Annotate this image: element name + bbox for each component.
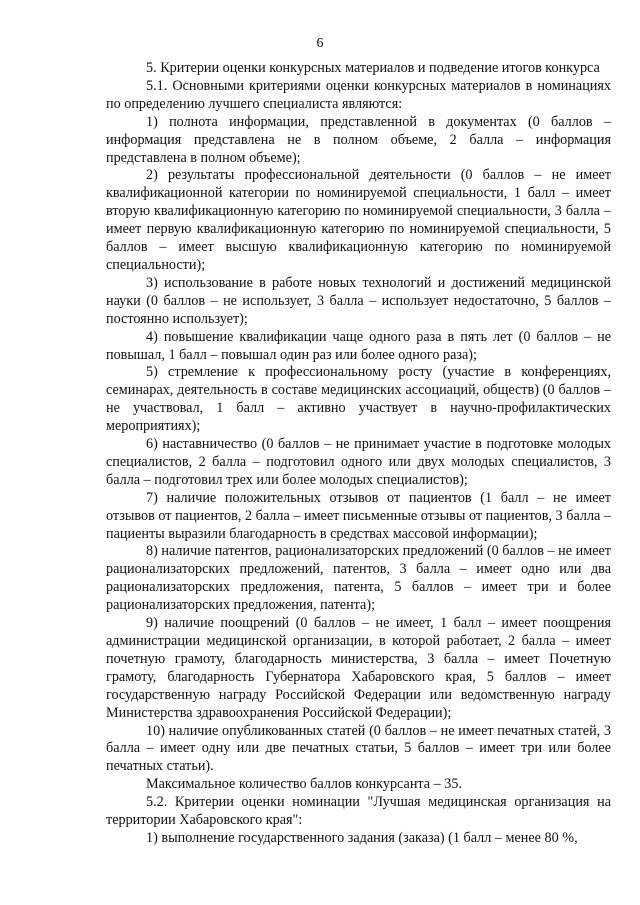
paragraph: 1) выполнение государственного задания (заказа) (1 балл – менее 80 %,: [146, 829, 578, 846]
paragraph: 4) повышение квалификации чаще одного раза в пять лет (0 баллов – не повышал, 1 балл – повышал один раз или более одного раза);: [106, 328, 611, 363]
paragraph: 5.1. Основными критериями оценки конкурсных материалов в номинациях по определению лучшего специалиста являются:: [106, 77, 611, 112]
section-title: 5. Критерии оценки конкурсных материалов и подведение итогов конкурса: [146, 60, 600, 76]
paragraph: 1) полнота информации, представленной в документах (0 баллов – информация представлена не в полном объеме, 2 балла – информация представлена в полном объеме);: [106, 113, 611, 166]
paragraph: 10) наличие опубликованных статей (0 баллов – не имеет печатных статей, 3 балла – имеет одну или две печатных статьи, 5 баллов – имеет три или более печатных статьи).: [106, 722, 611, 775]
paragraph: 3) использование в работе новых технологий и достижений медицинской науки (0 баллов – не использует, 3 балла – использует недостаточно, 5 баллов – постоянно использует);: [106, 274, 611, 327]
paragraph: 8) наличие патентов, рационализаторских предложений (0 баллов – не имеет рационализаторских предложений, патентов, 3 балла – имеет одно или два рационализаторских предложения, патента, 5 баллов – имеет три и более рационализаторских предложения, патента);: [106, 543, 611, 614]
max-score-line: Максимальное количество баллов конкурсанта – 35.: [146, 776, 463, 793]
paragraph: 9) наличие поощрений (0 баллов – не имеет, 1 балл – имеет поощрения администрации медицинской организации, в которой работает, 2 балла – имеет почетную грамоту, благодарность министерства, 3 балла – имеет Почетную грамоту, благодарность Губернатора Хабаровского края, 5 баллов – имеет государственную награду Российской Федерации или ведомственную награду Министерства здравоохранения Российской Федерации);: [106, 615, 611, 721]
paragraph: 5.2. Критерии оценки номинации "Лучшая медицинская организация на территории Хабаровского края":: [106, 794, 611, 829]
paragraph: 2) результаты профессиональной деятельности (0 баллов – не имеет квалификационной категории по номинируемой специальности, 1 балл – имеет вторую квалификационную категорию по номинируемой специальности, 3 балла – имеет первую квалификационную категорию по номинируемой специальности, 5 баллов – имеет высшую квалификационную категорию по номинируемой специальности);: [106, 167, 611, 273]
page-number: 6: [316, 36, 324, 51]
paragraph: 6) наставничество (0 баллов – не принимает участие в подготовке молодых специалистов, 2 балла – подготовил одного или двух молодых специалистов, 3 балла – подготовил трех или более молодых специалистов);: [106, 436, 611, 488]
document-body: [106, 60, 611, 848]
paragraph: 5) стремление к профессиональному росту (участие в конференциях, семинарах, деятельность в составе медицинских ассоциаций, обществ) (0 баллов – не участвовал, 1 балл – активно участвует в научно-профилактических мероприятиях);: [106, 364, 611, 435]
paragraph: 7) наличие положительных отзывов от пациентов (1 балл – не имеет отзывов от пациентов, 2 балла – имеет письменные отзывы от пациентов, 3 балла – пациенты выразили благодарность в средствах массовой информации);: [106, 489, 611, 542]
